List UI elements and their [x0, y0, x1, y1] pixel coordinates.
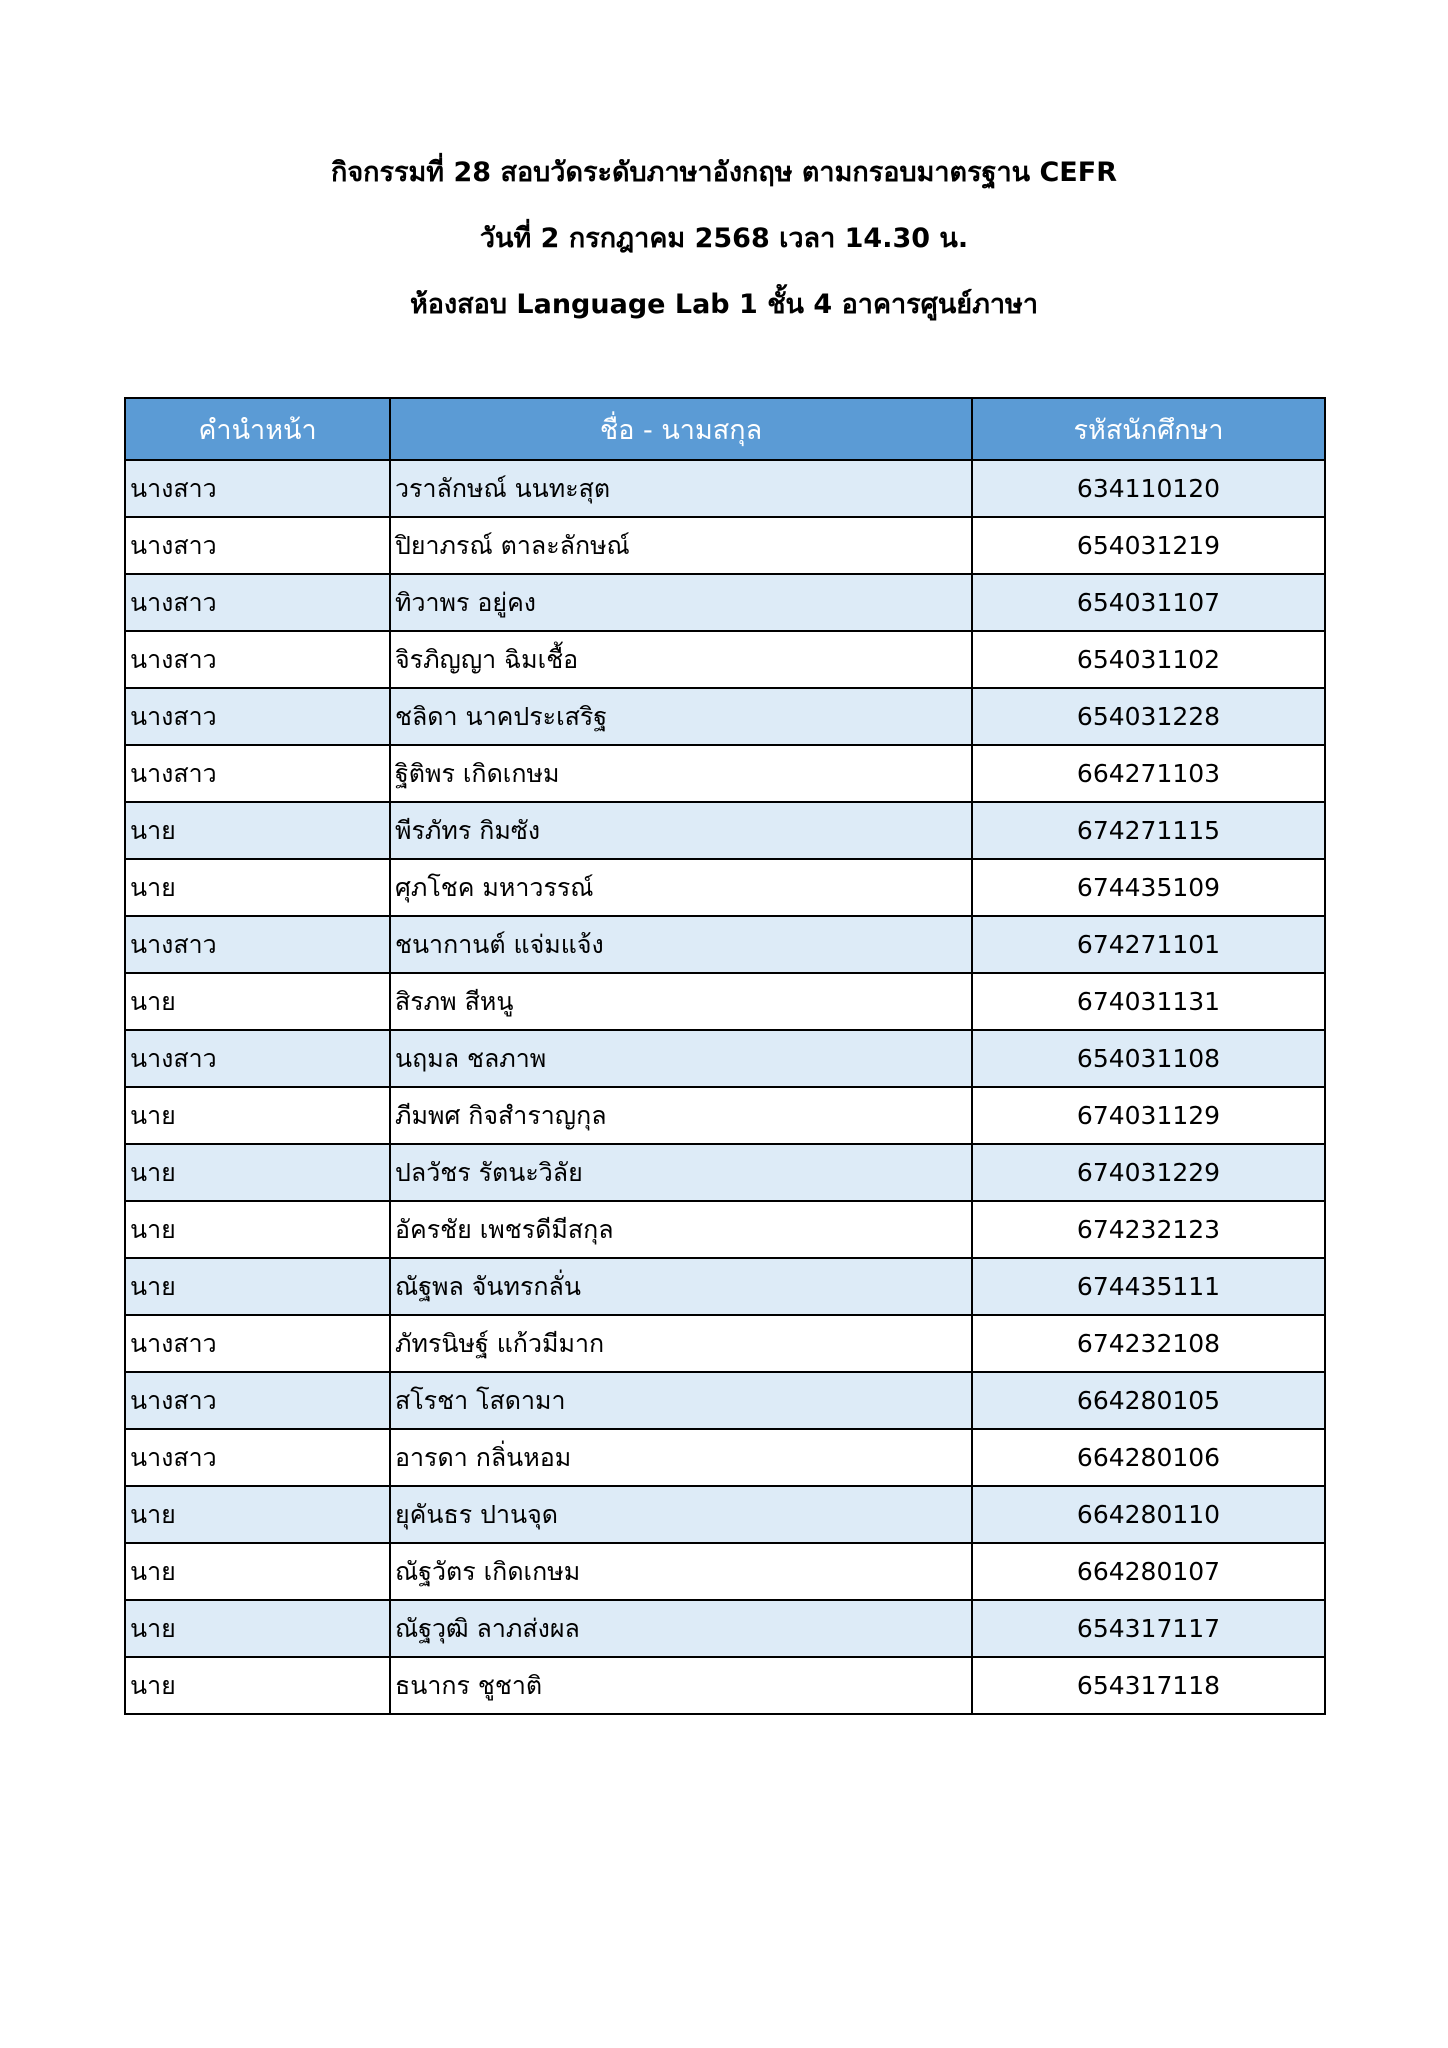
name-cell: ฐิติพร เกิดเกษม [390, 745, 972, 802]
prefix-cell: นางสาว [125, 1315, 390, 1372]
column-header-name: ชื่อ - นามสกุล [390, 398, 972, 460]
student-id-cell: 674435109 [972, 859, 1325, 916]
table-row [125, 574, 1325, 631]
name-cell: ธนากร ชูชาติ [390, 1657, 972, 1714]
name-cell: สิรภพ สีหนู [390, 973, 972, 1030]
student-id-cell: 674232108 [972, 1315, 1325, 1372]
table-row [125, 1372, 1325, 1429]
name-cell: ภัทรนิษฐ์ แก้วมีมาก [390, 1315, 972, 1372]
table-row [125, 1657, 1325, 1714]
student-id-cell: 674271101 [972, 916, 1325, 973]
prefix-cell: นางสาว [125, 1372, 390, 1429]
name-cell: อารดา กลิ่นหอม [390, 1429, 972, 1486]
student-id-cell: 664280106 [972, 1429, 1325, 1486]
prefix-cell: นาย [125, 1144, 390, 1201]
student-id-cell: 654031102 [972, 631, 1325, 688]
prefix-cell: นาย [125, 1258, 390, 1315]
student-id-cell: 654317117 [972, 1600, 1325, 1657]
student-id-cell: 664280107 [972, 1543, 1325, 1600]
student-id-cell: 674031131 [972, 973, 1325, 1030]
table-body [125, 460, 1325, 1714]
table-row [125, 1315, 1325, 1372]
prefix-cell: นาย [125, 1543, 390, 1600]
prefix-cell: นาย [125, 802, 390, 859]
prefix-cell: นาย [125, 1201, 390, 1258]
student-id-cell: 674031229 [972, 1144, 1325, 1201]
prefix-cell: นางสาว [125, 916, 390, 973]
student-id-cell: 664280110 [972, 1486, 1325, 1543]
column-header-prefix: คำนำหน้า [125, 398, 390, 460]
table-row [125, 973, 1325, 1030]
table-row [125, 1429, 1325, 1486]
name-cell: สโรชา โสดามา [390, 1372, 972, 1429]
student-id-cell: 674031129 [972, 1087, 1325, 1144]
name-cell: นฤมล ชลภาพ [390, 1030, 972, 1087]
name-cell: จิรภิญญา ฉิมเชื้อ [390, 631, 972, 688]
name-cell: ณัฐวุฒิ ลาภส่งผล [390, 1600, 972, 1657]
student-id-cell: 654317118 [972, 1657, 1325, 1714]
activity-title: กิจกรรมที่ 28 สอบวัดระดับภาษาอังกฤษ ตามกรอบมาตรฐาน CEFR [330, 157, 1117, 188]
name-cell: ชนากานต์ แจ่มแจ้ง [390, 916, 972, 973]
table-row [125, 802, 1325, 859]
table-row [125, 517, 1325, 574]
column-header-student-id: รหัสนักศึกษา [972, 398, 1325, 460]
table-row [125, 1600, 1325, 1657]
name-cell: ณัฐวัตร เกิดเกษม [390, 1543, 972, 1600]
student-id-cell: 654031228 [972, 688, 1325, 745]
name-cell: ณัฐพล จันทรกลั่น [390, 1258, 972, 1315]
student-id-cell: 654031219 [972, 517, 1325, 574]
exam-date-time: วันที่ 2 กรกฎาคม 2568 เวลา 14.30 น. [479, 223, 969, 254]
table-row [125, 1087, 1325, 1144]
prefix-cell: นางสาว [125, 631, 390, 688]
prefix-cell: นางสาว [125, 517, 390, 574]
prefix-cell: นางสาว [125, 574, 390, 631]
table-row [125, 631, 1325, 688]
table-row [125, 859, 1325, 916]
table-row [125, 1201, 1325, 1258]
table-row [125, 745, 1325, 802]
table-row [125, 460, 1325, 517]
table-row [125, 1543, 1325, 1600]
prefix-cell: นางสาว [125, 1030, 390, 1087]
table-row [125, 1486, 1325, 1543]
student-id-cell: 674232123 [972, 1201, 1325, 1258]
prefix-cell: นาย [125, 1486, 390, 1543]
table-row [125, 688, 1325, 745]
name-cell: ชลิดา นาคประเสริฐ [390, 688, 972, 745]
prefix-cell: นางสาว [125, 688, 390, 745]
name-cell: ยุคันธร ปานจุด [390, 1486, 972, 1543]
student-id-cell: 654031108 [972, 1030, 1325, 1087]
name-cell: พีรภัทร กิมซัง [390, 802, 972, 859]
student-id-cell: 634110120 [972, 460, 1325, 517]
exam-room: ห้องสอบ Language Lab 1 ชั้น 4 อาคารศูนย์ภาษา [409, 289, 1039, 320]
name-cell: ปลวัชร รัตนะวิลัย [390, 1144, 972, 1201]
prefix-cell: นาย [125, 1087, 390, 1144]
student-id-cell: 674271115 [972, 802, 1325, 859]
prefix-cell: นาย [125, 973, 390, 1030]
name-cell: ศุภโชค มหาวรรณ์ [390, 859, 972, 916]
name-cell: วราลักษณ์ นนทะสุต [390, 460, 972, 517]
table-header-row [125, 398, 1325, 460]
prefix-cell: นางสาว [125, 460, 390, 517]
name-cell: ภีมพศ กิจสำราญกุล [390, 1087, 972, 1144]
prefix-cell: นาย [125, 1600, 390, 1657]
name-cell: อัครชัย เพชรดีมีสกุล [390, 1201, 972, 1258]
student-roster-table [124, 397, 1326, 1715]
student-id-cell: 674435111 [972, 1258, 1325, 1315]
name-cell: ปิยาภรณ์ ตาละลักษณ์ [390, 517, 972, 574]
name-cell: ทิวาพร อยู่คง [390, 574, 972, 631]
document-header [0, 140, 1448, 338]
table-row [125, 1144, 1325, 1201]
table-row [125, 916, 1325, 973]
prefix-cell: นางสาว [125, 745, 390, 802]
prefix-cell: นาย [125, 1657, 390, 1714]
prefix-cell: นางสาว [125, 1429, 390, 1486]
table-row [125, 1030, 1325, 1087]
student-id-cell: 654031107 [972, 574, 1325, 631]
table-row [125, 1258, 1325, 1315]
student-id-cell: 664280105 [972, 1372, 1325, 1429]
prefix-cell: นาย [125, 859, 390, 916]
student-id-cell: 664271103 [972, 745, 1325, 802]
